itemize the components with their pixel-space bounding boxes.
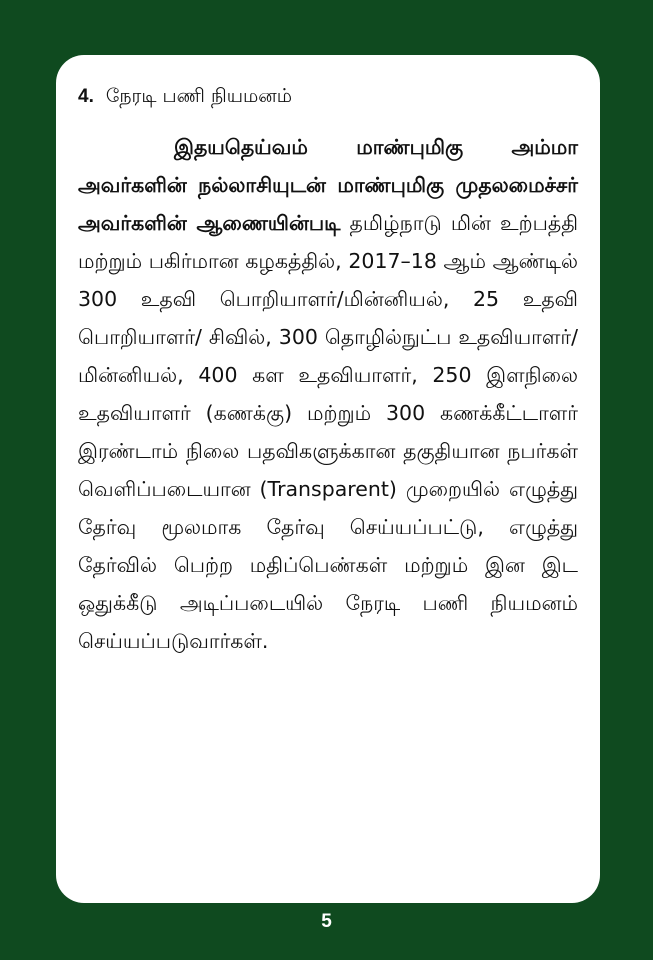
section-title: நேரடி பணி நியமனம் — [105, 85, 292, 107]
section-heading — [78, 85, 578, 110]
page-card — [56, 55, 600, 903]
body-paragraph — [78, 128, 578, 660]
section-number: 4. — [78, 86, 94, 107]
paragraph-body-text: தமிழ்நாடு மின் உற்பத்தி மற்றும் பகிர்மான கழகத்தில், 2017–18 ஆம் ஆண்டில் 300 உதவி பொறியாளர்/மின்னியல், 25 உதவி பொறியாளர்/ சிவில், 300 தொழில்நுட்ப உதவியாளர்/ மின்னியல், 400 கள உதவியாளர், 250 இளநிலை உதவியாளர் (கணக்கு) மற்றும் 300 கணக்கீட்டாளர் இரண்டாம் நிலை பதவிகளுக்கான தகுதியான நபர்கள் வெளிப்படையான (Transparent) முறையில் எழுத்து தேர்வு மூலமாக தேர்வு செய்யப்பட்டு, எழுத்து தேர்வில் பெற்ற மதிப்பெண்கள் மற்றும் இன இட ஒதுக்கீடு அடிப்படையில் நேரடி பணி நியமனம் செய்யப்படுவார்கள். — [78, 211, 578, 653]
bold-lead-text: இதயதெய்வம் மாண்புமிகு அம்மா அவர்களின் நல்லாசியுடன் மாண்புமிகு முதலமைச்சர் அவர்களின் ஆணையின்படி — [78, 135, 578, 235]
page-number: 5 — [321, 911, 332, 932]
